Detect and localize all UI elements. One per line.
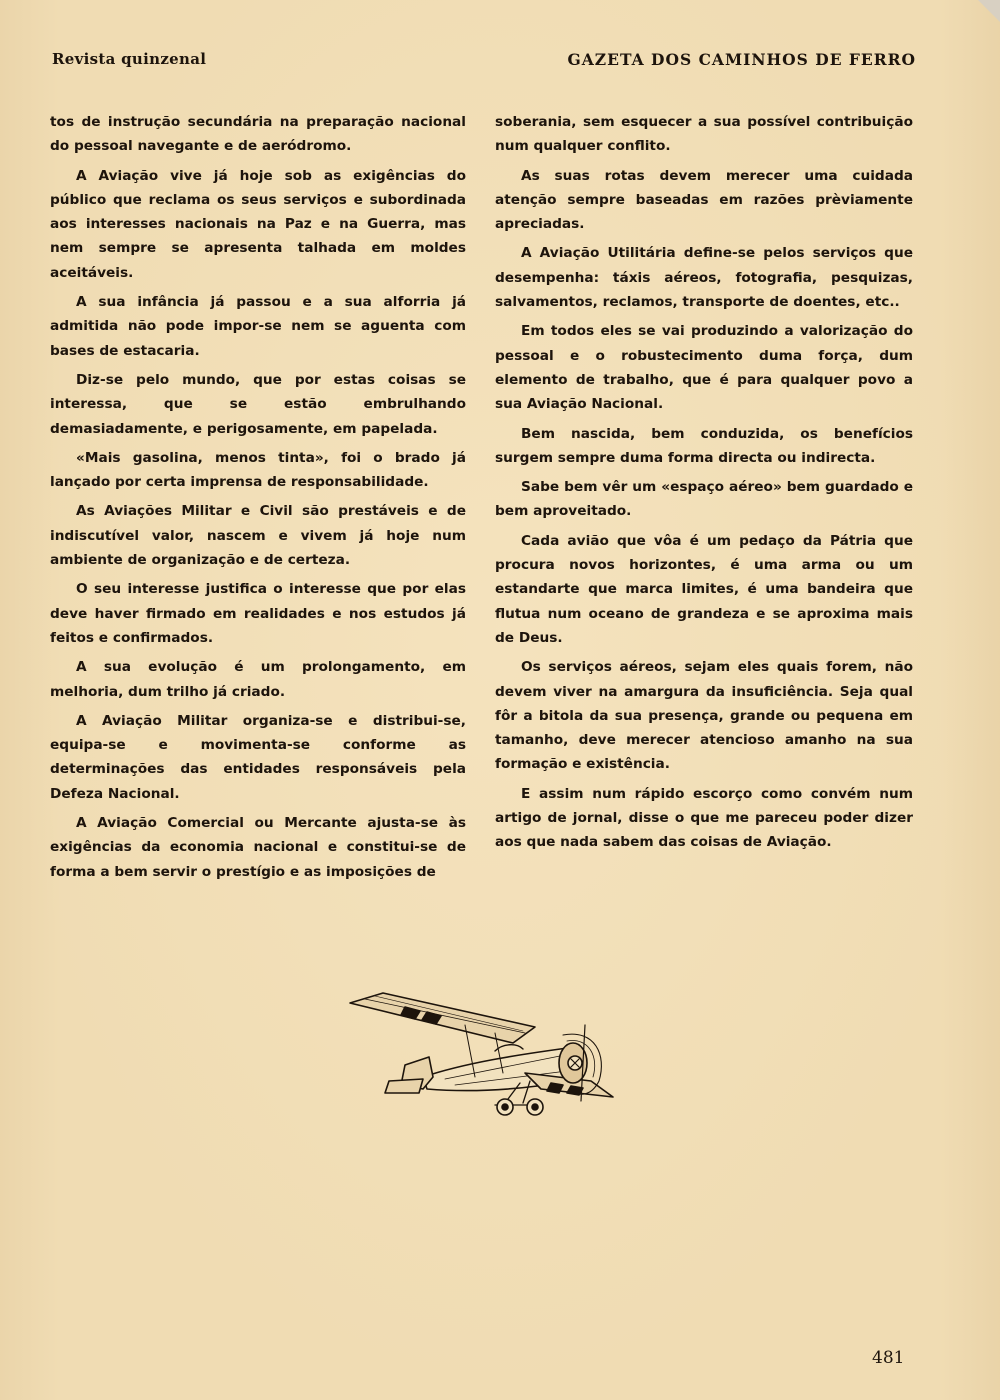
paragraph: A Aviação Comercial ou Mercante ajusta-se às exigências da economia nacional e constitui-se de forma a bem servir o prestígio e as imposições de bbox=[50, 815, 466, 880]
paragraph: A Aviação vive já hoje sob as exigências do público que reclama os seus serviços e subordinada aos interesses nacionais na Paz e na Guerra, mas nem sempre se apresenta talhada em moldes aceitáveis. bbox=[50, 167, 466, 281]
paragraph: As Aviações Militar e Civil são prestáveis e de indiscutível valor, nascem e vivem já hoje num ambiente de organização e de certeza. bbox=[50, 503, 466, 569]
paragraph: Cada avião que vôa é um pedaço da Pátria que procura novos horizontes, é uma arma ou um estandarte que marca limites, é uma bandeira que flutua num oceano de grandeza e se aproxima mais de Deus. bbox=[495, 532, 913, 646]
header-publication-title: GAZETA DOS CAMINHOS DE FERRO bbox=[567, 50, 916, 69]
text-column-left bbox=[50, 110, 466, 889]
paragraph: soberania, sem esquecer a sua possível contribuição num qualquer conflito. bbox=[495, 114, 913, 155]
paragraph: Bem nascida, bem conduzida, os benefícios surgem sempre duma forma directa ou indirecta. bbox=[495, 425, 913, 466]
paragraph: A sua evolução é um prolongamento, em melhoria, dum trilho já criado. bbox=[50, 659, 466, 700]
paragraph: A sua infância já passou e a sua alforria já admitida não pode impor-se nem se aguenta com bases de estacaria. bbox=[50, 294, 466, 359]
header-issue-label: Revista quinzenal bbox=[52, 50, 207, 68]
paragraph: A Aviação Utilitária define-se pelos serviços que desempenha: táxis aéreos, fotografia, pesquizas, salvamentos, reclamos, transporte de doentes, etc.. bbox=[495, 245, 913, 311]
page-corner bbox=[978, 0, 1000, 22]
running-header bbox=[52, 46, 916, 72]
paragraph: «Mais gasolina, menos tinta», foi o brado já lançado por certa imprensa de responsabilidade. bbox=[50, 449, 466, 491]
paragraph: E assim num rápido escorço como convém num artigo de jornal, disse o que me pareceu poder dizer aos que nada sabem das coisas de Aviação. bbox=[495, 785, 913, 851]
airplane-icon bbox=[345, 985, 645, 1125]
text-column-right bbox=[495, 110, 913, 860]
paragraph: A Aviação Militar organiza-se e distribui-se, equipa-se e movimenta-se conforme as determinações das entidades responsáveis pela Defeza Nacional. bbox=[50, 712, 466, 802]
paragraph: Diz-se pelo mundo, que por estas coisas se interessa, que se estão embrulhando demasiadamente, e perigosamente, em papelada. bbox=[50, 371, 466, 437]
paragraph: O seu interesse justifica o interesse que por elas deve haver firmado em realidades e nos estudos já feitos e confirmados. bbox=[50, 581, 466, 646]
paragraph: tos de instrução secundária na preparação nacional do pessoal navegante e de aeródromo. bbox=[50, 114, 466, 155]
page-number: 481 bbox=[872, 1348, 905, 1368]
paragraph: As suas rotas devem merecer uma cuidada atenção sempre baseadas em razões prèviamente apreciadas. bbox=[495, 167, 913, 233]
paragraph: Em todos eles se vai produzindo a valorização do pessoal e o robustecimento duma força, dum elemento de trabalho, que é para qualquer povo a sua Aviação Nacional. bbox=[495, 323, 913, 413]
paragraph: Sabe bem vêr um «espaço aéreo» bem guardado e bem aproveitado. bbox=[495, 479, 913, 520]
paragraph: Os serviços aéreos, sejam eles quais forem, não devem viver na amargura da insuficiência. Seja qual fôr a bitola da sua presença, grande ou pequena em tamanho, deve merecer atencioso amanho na sua formação e existência. bbox=[495, 659, 913, 773]
